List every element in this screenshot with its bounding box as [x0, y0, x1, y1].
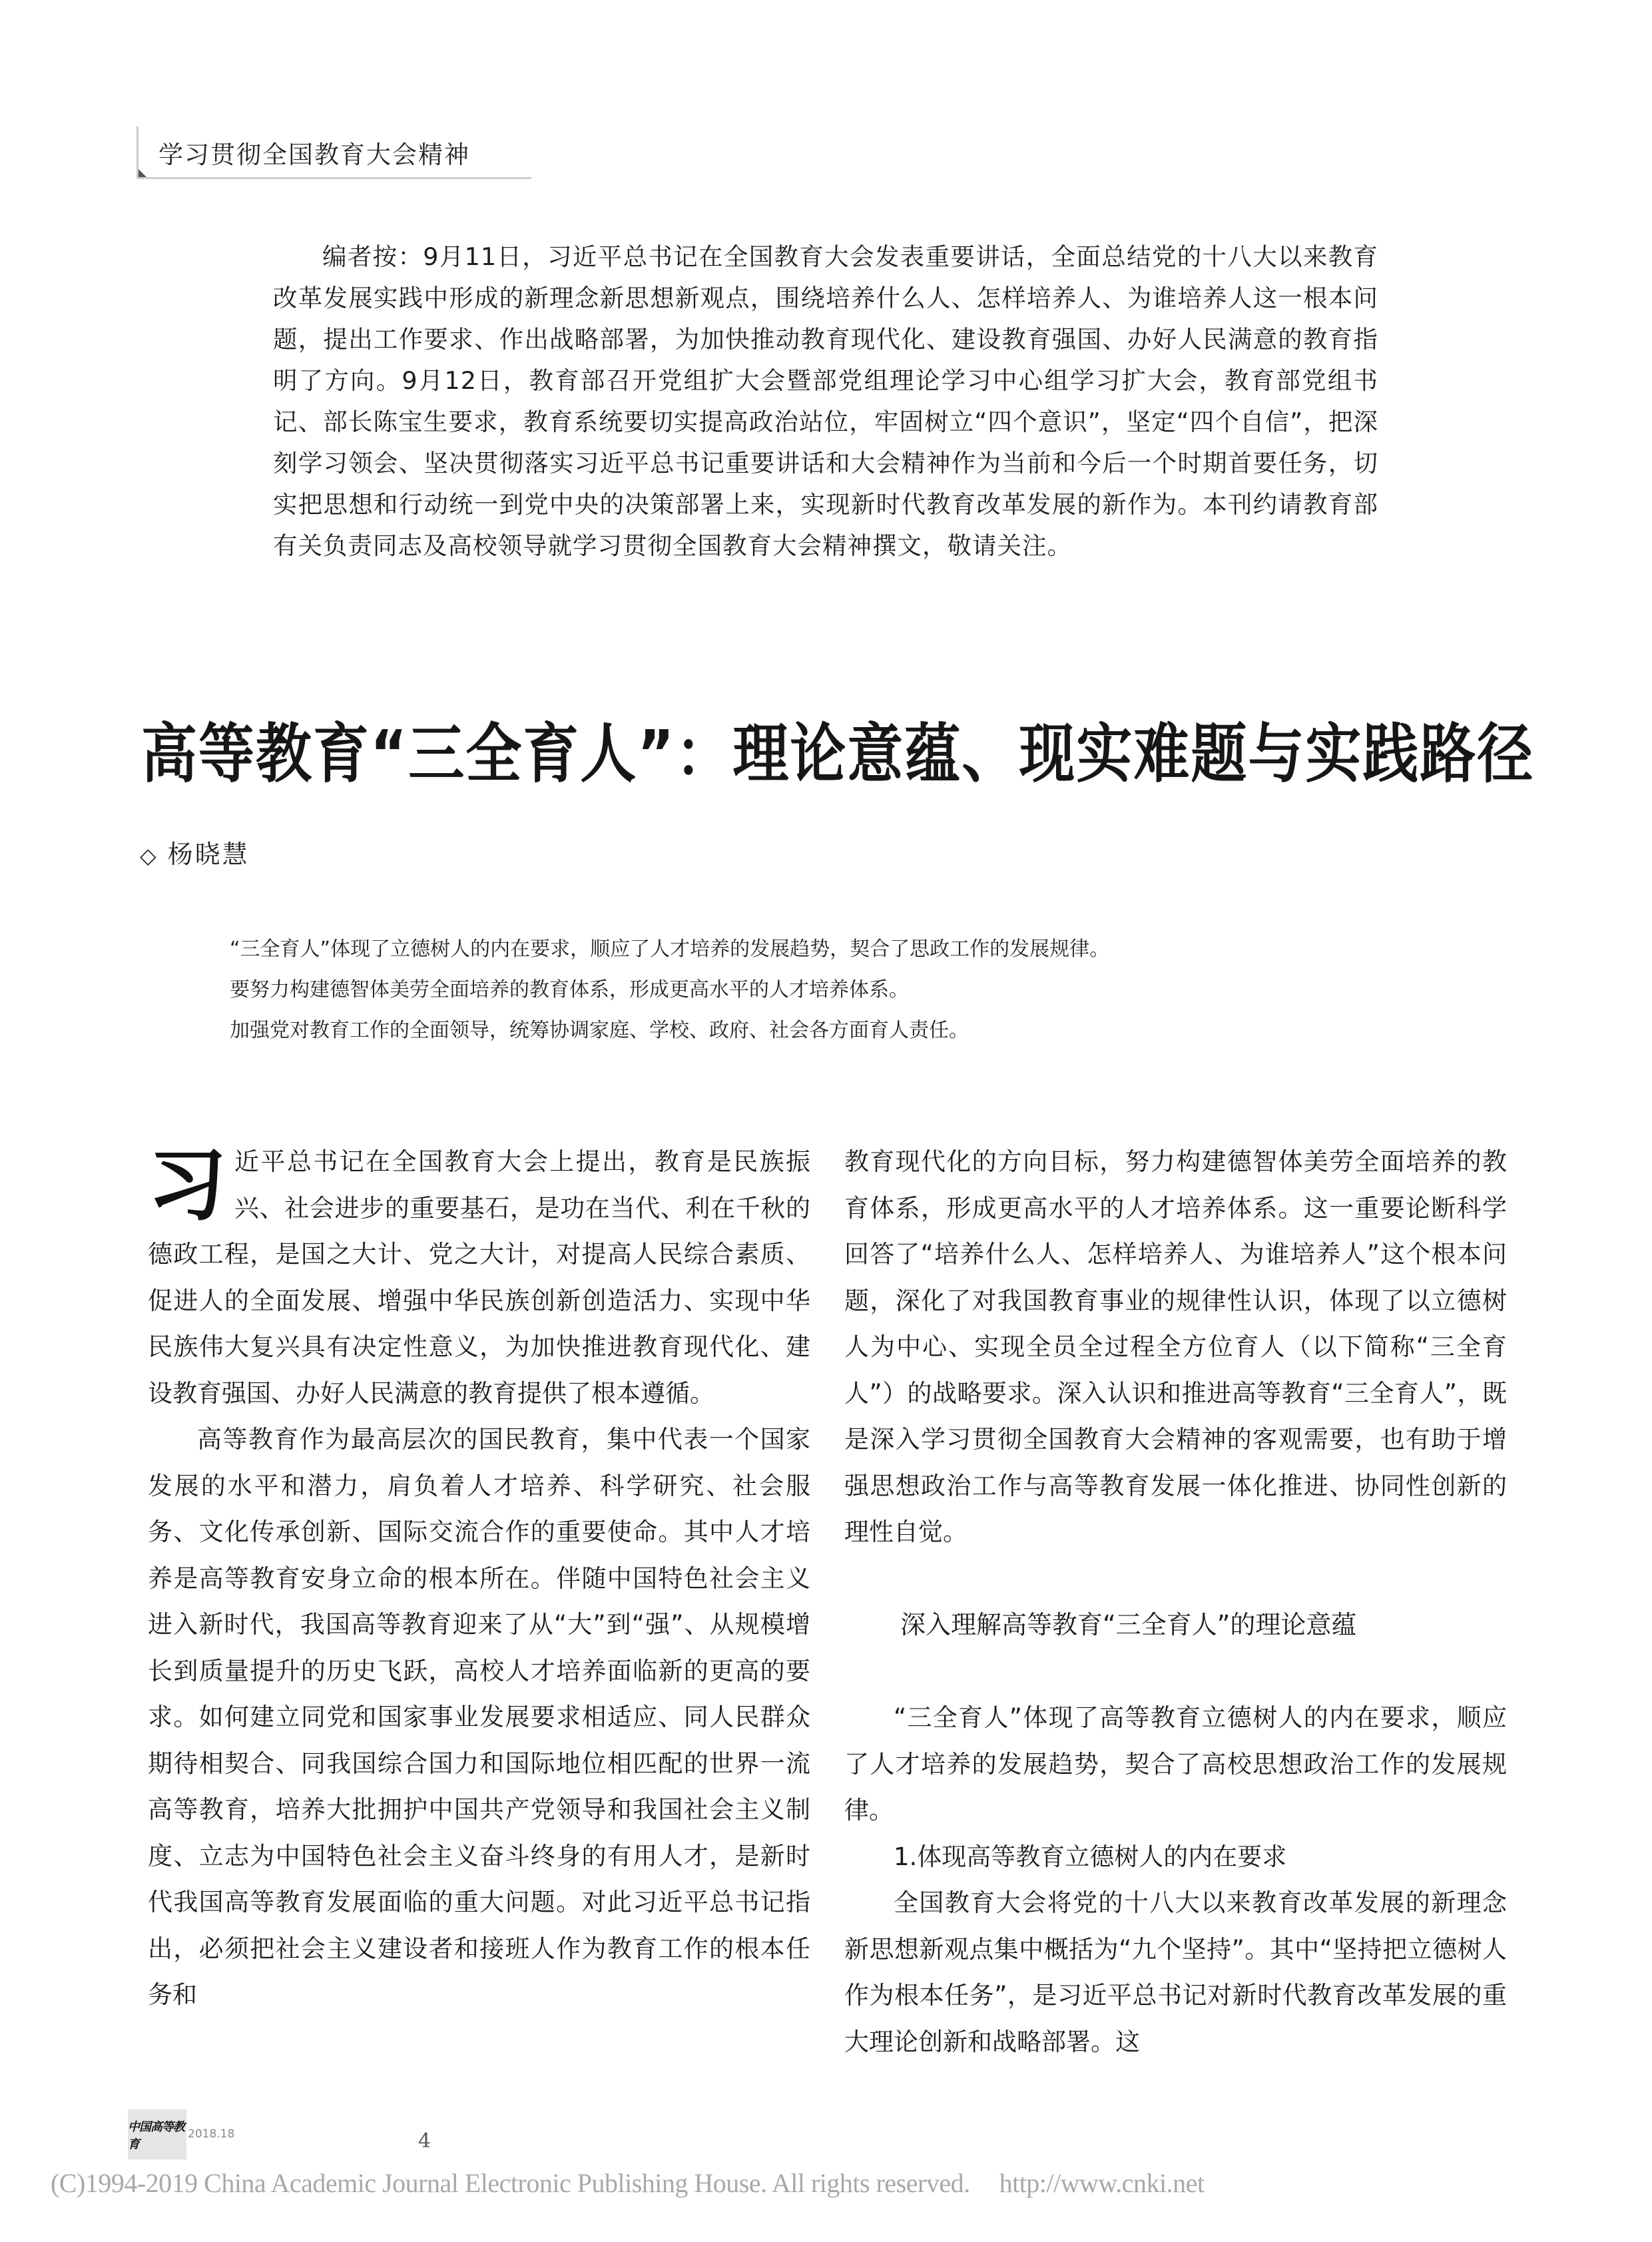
editor-note: 编者按：9月11日，习近平总书记在全国教育大会发表重要讲话，全面总结党的十八大以来教育改革发展实践中形成的新理念新思想新观点，围绕培养什么人、怎样培养人、为谁培养人这一根本问题，提出工作要求、作出战略部署，为加快推动教育现代化、建设教育强国、办好人民满意的教育指明了方向。9月12日，教育部召开党组扩大会暨部党组理论学习中心组学习扩大会，教育部党组书记、部长陈宝生要求，教育系统要切实提高政治站位，牢固树立“四个意识”，坚定“四个自信”，把深刻学习领会、坚决贯彻落实习近平总书记重要讲话和大会精神作为当前和今后一个时期首要任务，切实把思想和行动统一到党中央的决策部署上来，实现新时代教育改革发展的新作为。本刊约请教育部有关负责同志及高校领导就学习贯彻全国教育大会精神撰文，敬请关注。	[273, 242, 1378, 560]
paragraph: “三全育人”体现了高等教育立德树人的内在要求，顺应了人才培养的发展趋势，契合了高校思想政治工作的发展规律。	[844, 1703, 1507, 1824]
key-point: 要努力构建德智体美劳全面培养的教育体系，形成更高水平的人才培养体系。	[230, 978, 909, 1001]
corner-triangle-icon	[138, 169, 146, 177]
body-column-left	[148, 1139, 810, 2018]
copyright-line	[51, 2167, 1204, 2199]
article-title: 高等教育“三全育人”：理论意蕴、现实难题与实践路径	[141, 716, 1535, 792]
copyright-text: (C)1994-2019 China Academic Journal Electronic Publishing House. All rights reserved.	[51, 2168, 970, 2198]
issue-number: 2018.18	[188, 2127, 235, 2141]
subheading: 1.体现高等教育立德树人的内在要求	[894, 1842, 1287, 1871]
key-point: “三全育人”体现了立德树人的内在要求，顺应了人才培养的发展趋势，契合了思政工作的发展规律。	[230, 938, 1110, 961]
cnki-link[interactable]: http://www.cnki.net	[999, 2168, 1205, 2198]
journal-logo-text: 中国高等教育	[128, 2119, 184, 2151]
diamond-icon: ◇	[140, 843, 158, 868]
paragraph: 教育现代化的方向目标，努力构建德智体美劳全面培养的教育体系，形成更高水平的人才培养体系。这一重要论断科学回答了“培养什么人、怎样培养人、为谁培养人”这个根本问题，深化了对我国教育事业的规律性认识，体现了以立德树人为中心、实现全员全过程全方位育人（以下简称“三全育人”）的战略要求。深入认识和推进高等教育“三全育人”，既是深入学习贯彻全国教育大会精神的客观需要，也有助于增强思想政治工作与高等教育发展一体化推进、协同性创新的理性自觉。	[844, 1147, 1507, 1546]
body-column-right	[844, 1139, 1507, 2065]
section-heading: 深入理解高等教育“三全育人”的理论意蕴	[900, 1609, 1357, 1639]
paragraph-text: 近平总书记在全国教育大会上提出，教育是民族振兴、社会进步的重要基石，是功在当代、利在千秋的德政工程，是国之大计、党之大计，对提高人民综合素质、促进人的全面发展、增强中华民族创新创造活力、实现中华民族伟大复兴具有决定性意义，为加快推进教育现代化、建设教育强国、办好人民满意的教育提供了根本遵循。	[148, 1147, 810, 1408]
running-header-label: 学习贯彻全国教育大会精神	[158, 140, 470, 169]
paragraph: 高等教育作为最高层次的国民教育，集中代表一个国家发展的水平和潜力，肩负着人才培养、科学研究、社会服务、文化传承创新、国际交流合作的重要使命。其中人才培养是高等教育安身立命的根本所在。伴随中国特色社会主义进入新时代，我国高等教育迎来了从“大”到“强”、从规模增长到质量提升的历史飞跃，高校人才培养面临新的更高的要求。如何建立同党和国家事业发展要求相适应、同人民群众期待相契合、同我国综合国力和国际地位相匹配的世界一流高等教育，培养大批拥护中国共产党领导和我国社会主义制度、立志为中国特色社会主义奋斗终身的有用人才，是新时代我国高等教育发展面临的重大问题。对此习近平总书记指出，必须把社会主义建设者和接班人作为教育工作的根本任务和	[148, 1425, 810, 2009]
paragraph: 全国教育大会将党的十八大以来教育改革发展的新理念新思想新观点集中概括为“九个坚持”。其中“坚持把立德树人作为根本任务”，是习近平总书记对新时代教育改革发展的重大理论创新和战略部署。这	[844, 1888, 1507, 2056]
author-line	[140, 834, 250, 870]
journal-logo	[128, 2109, 186, 2159]
key-point: 加强党对教育工作的全面领导，统筹协调家庭、学校、政府、社会各方面育人责任。	[230, 1019, 969, 1042]
author-name: 杨晓慧	[167, 840, 250, 869]
running-header	[137, 127, 531, 179]
key-points	[230, 929, 1162, 1051]
page-number: 4	[418, 2129, 431, 2153]
paragraph	[148, 1139, 810, 1416]
drop-cap: 习	[148, 1139, 227, 1231]
